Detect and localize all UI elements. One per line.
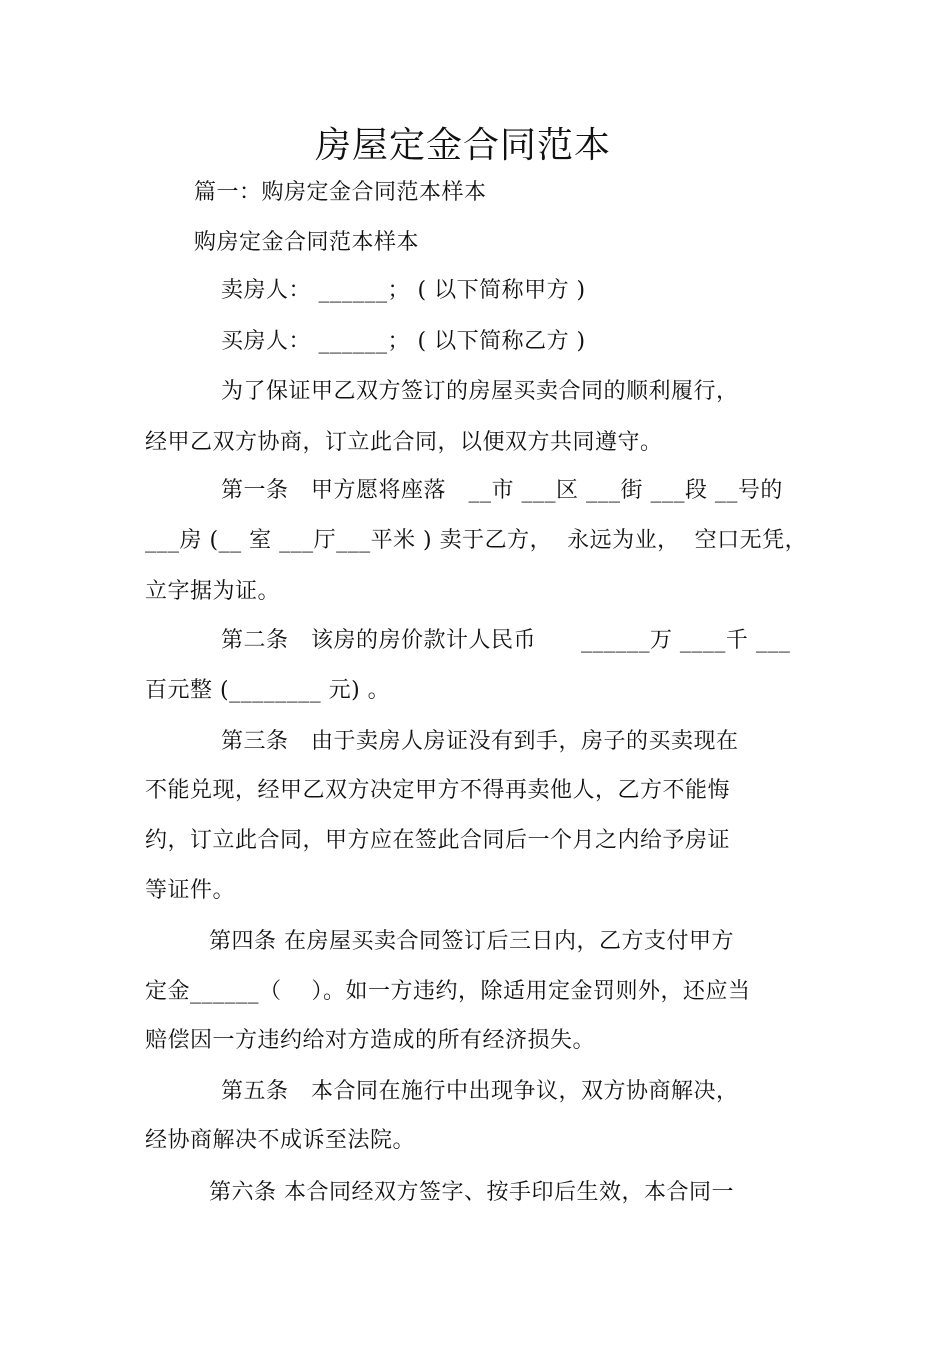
article-1-line-1: 第一条 甲方愿将座落 __市 ___区 ___街 ___段 __号的 (221, 478, 783, 503)
document-title: 房屋定金合同范本 (314, 125, 611, 166)
article-4-line-2: 定金______（ ）。如一方违约，除适用定金罚则外，还应当 (145, 979, 751, 1004)
article-2-line-2: 百元整 (________ 元) 。 (145, 678, 391, 703)
preamble-line-1: 为了保证甲乙双方签订的房屋买卖合同的顺利履行， (221, 379, 739, 404)
article-2-line-1: 第二条 该房的房价款计人民币 ______万 ____千 ___ (221, 628, 791, 653)
preamble-line-2: 经甲乙双方协商，订立此合同，以便双方共同遵守。 (145, 430, 663, 455)
article-3-line-2: 不能兑现，经甲乙双方决定甲方不得再卖他人，乙方不能悔 (145, 778, 731, 803)
article-3-line-3: 约，订立此合同，甲方应在签此合同后一个月之内给予房证 (145, 828, 731, 853)
article-1-line-3: 立字据为证。 (145, 579, 281, 604)
seller-line: 卖房人： ______； ( 以下简称甲方 ) (221, 278, 586, 303)
article-6-line-1: 第六条 本合同经双方签字、按手印后生效，本合同一 (209, 1180, 734, 1205)
article-4-line-3: 赔偿因一方违约给对方造成的所有经济损失。 (145, 1028, 596, 1053)
section-heading: 篇一：购房定金合同范本样本 (194, 180, 487, 205)
article-3-line-1: 第三条 由于卖房人房证没有到手，房子的买卖现在 (221, 729, 739, 754)
article-3-line-4: 等证件。 (145, 878, 236, 903)
article-5-line-2: 经协商解决不成诉至法院。 (145, 1128, 416, 1153)
buyer-line: 买房人： ______； ( 以下简称乙方 ) (221, 329, 586, 354)
article-5-line-1: 第五条 本合同在施行中出现争议，双方协商解决， (221, 1079, 739, 1104)
article-4-line-1: 第四条 在房屋买卖合同签订后三日内，乙方支付甲方 (209, 929, 734, 954)
article-1-line-2: ___房 (__ 室 ___厅___平米 ) 卖于乙方， 永远为业， 空口无凭， (145, 528, 808, 553)
subheading: 购房定金合同范本样本 (194, 230, 420, 255)
